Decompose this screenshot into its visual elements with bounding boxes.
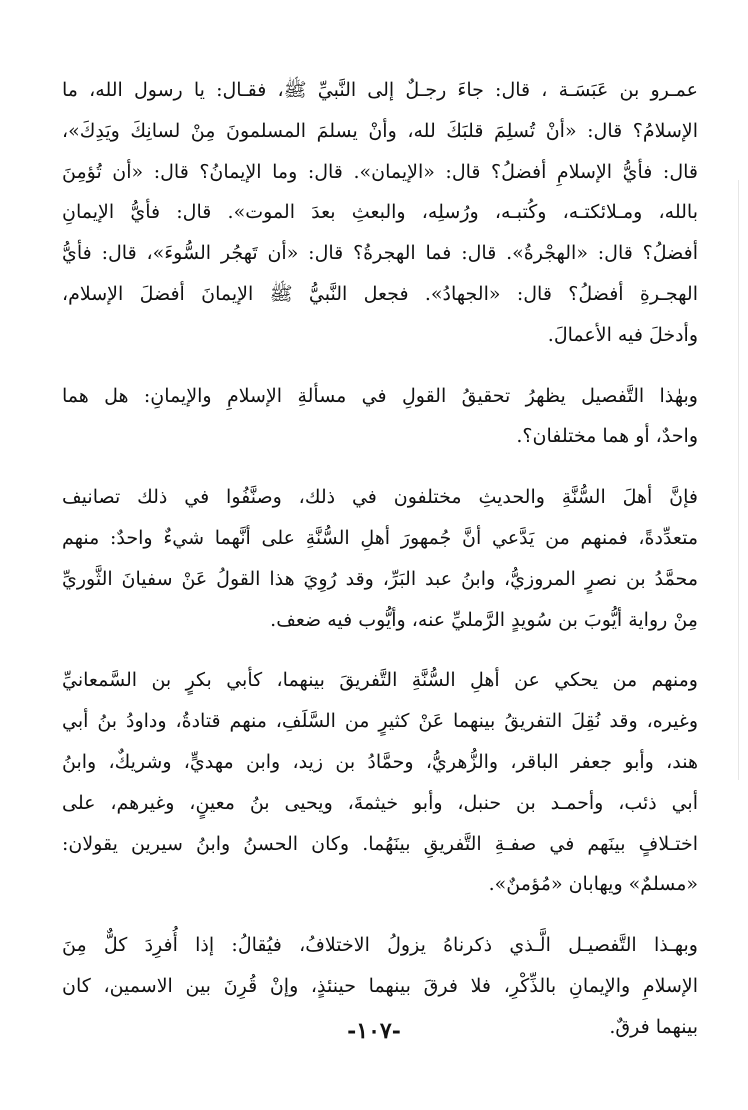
text-line: فإنَّ أهلَ السُّنَّةِ والحديثِ مختلفون في ذلك، وصنَّفُوا في ذلك تصانيف (62, 486, 698, 509)
text-line: متعدِّدةً، فمنهم من يَدَّعي أنَّ جُمهورَ أهلِ السُّنَّةِ على أنَّهما شيءٌ واحدٌ: منهم (62, 526, 698, 549)
text-line: «مسلمٌ» ويهابان «مُؤمنٌ». (488, 873, 698, 896)
text-line: محمَّدُ بن نصرٍ المروزيُّ، وابنُ عبد البَرِّ، وقد رُوِيَ هذا القولُ عَنْ سفيانَ الثَّوريِّ (62, 567, 698, 590)
text-line: ومنهم من يحكي عن أهلِ السُّنَّةِ التَّفريقَ بينهما، كأبي بكرٍ بن السَّمعانيِّ (62, 669, 698, 692)
text-line: الهجـرةِ أفضلُ؟ قال: «الجهادُ». فجعل النَّبيُّ ﷺ الإيمانَ أفضلَ الإسلام، (62, 282, 698, 305)
text-line: بالله، ومـلائكتـه، وكُتبـه، ورُسلِه، والبعثِ بعدَ الموت». قال: فأيُّ الإيمانِ (62, 201, 698, 224)
page-body (62, 70, 698, 1048)
text-line: قال: فأيُّ الإسلامِ أفضلُ؟ قال: «الإيمان». قال: وما الإيمانُ؟ قال: «أن تُؤمِنَ (62, 160, 698, 183)
paragraph-first-view (62, 477, 698, 640)
text-line: وبهٰذا التَّفصيل يظهرُ تحقيقُ القولِ في مسألةِ الإسلامِ والإيمانِ: هل هما (62, 384, 698, 407)
text-line: بينهما فرقٌ. (609, 1015, 698, 1038)
text-line: الإسلامُ؟ قال: «أنْ تُسلِمَ قلبَكَ لله، وأنْ يسلمَ المسلمونَ مِنْ لسانِكَ ويَدِكَ»، (62, 119, 698, 142)
text-line: أبي ذئب، وأحمـد بن حنبل، وأبو خيثمةَ، ويحيى بنُ معينٍ، وغيرهم، على (62, 791, 698, 814)
text-line: وغيره، وقد نُقِلَ التفريقُ بينهما عَنْ كثيرٍ من السَّلَفِ، منهم قتادةُ، وداودُ بنُ أبي (62, 710, 698, 733)
page-number: -١٠٧- (347, 1018, 401, 1044)
text-line: عمـرو بن عَبَسَـة ، قال: جاءَ رجـلٌ إلى النَّبيِّ ﷺ، فقـال: يا رسول الله، ما (62, 79, 698, 101)
text-line: واحدٌ، أو هما مختلفان؟. (516, 425, 698, 448)
text-line: هند، وأبو جعفر الباقر، والزُّهريُّ، وحمَّادُ بن زيد، وابن مهديٍّ، وشريكٌ، وابنُ (62, 750, 698, 773)
page-edge-shadow (738, 180, 739, 780)
text-line: وبهـذا التَّفصيـل الَّـذي ذكرناهُ يزولُ الاختلافُ، فيُقالُ: إذا أُفرِدَ كلٌّ مِنَ (62, 934, 698, 957)
paragraph-question (62, 376, 698, 458)
text-line: اختـلافٍ بينَهم في صفـةِ التَّفريقِ بينَهُما. وكان الحسنُ وابنُ سيرين يقولان: (62, 832, 698, 855)
text-line: وأدخلَ فيه الأعمالَ. (547, 323, 698, 346)
paragraph-hadith (62, 70, 698, 356)
paragraph-second-view (62, 660, 698, 905)
text-line: أفضلُ؟ قال: «الهجْرةُ». قال: فما الهجرةُ؟ قال: «أن تَهجُر السُّوءَ»، قال: فأيُّ (62, 242, 698, 265)
text-line: مِنْ رواية أيُّوبَ بن سُويدٍ الرَّمليِّ عنه، وأيُّوب فيه ضعف. (270, 608, 698, 631)
text-line: الإسلامِ والإيمانِ بالذِّكْرِ، فلا فرقَ بينهما حينئذٍ، وإنْ قُرِنَ بين الاسمين، كان (62, 974, 698, 997)
